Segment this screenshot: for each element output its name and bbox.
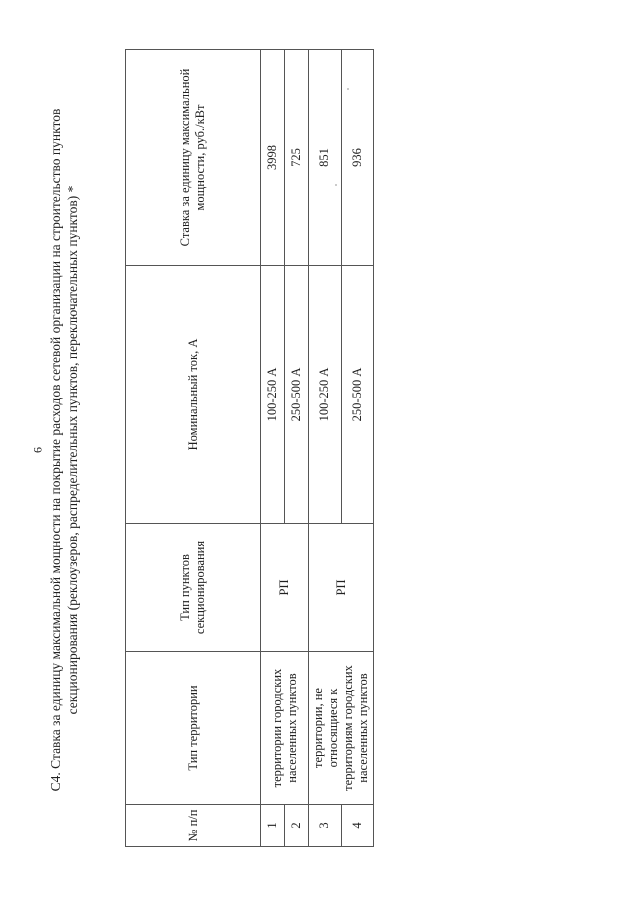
current-cell: 250-500 А bbox=[285, 266, 309, 524]
rate-cell: 936 bbox=[341, 50, 374, 266]
rate-cell: 725 bbox=[285, 50, 309, 266]
heading-line-1: С4. Ставка за единицу максимальной мощности на покрытие расходов сетевой организации на строительство пунктов bbox=[48, 108, 63, 792]
heading-line-2: секционирования (реклоузеров, распределительных пунктов, переключательных пунктов) * bbox=[65, 185, 80, 715]
rates-table bbox=[125, 49, 374, 847]
table-heading bbox=[47, 60, 81, 840]
scan-speck bbox=[335, 184, 337, 186]
row-number: 4 bbox=[341, 805, 374, 847]
current-cell: 100-250 А bbox=[261, 266, 285, 524]
table-row bbox=[261, 50, 285, 847]
row-number: 2 bbox=[285, 805, 309, 847]
point-type-cell: РП bbox=[261, 524, 309, 652]
header-section-point-type: Тип пунктов секционирования bbox=[126, 524, 261, 652]
current-cell: 100-250 А bbox=[309, 266, 342, 524]
current-cell: 250-500 А bbox=[341, 266, 374, 524]
header-rate: Ставка за единицу максимальной мощности, руб./кВт bbox=[126, 50, 261, 266]
point-type-cell: РП bbox=[309, 524, 374, 652]
page-number: 6 bbox=[30, 447, 45, 453]
territory-cell: территории, не относящиеся к территориям городских населенных пунктов bbox=[309, 652, 374, 805]
scan-speck bbox=[347, 88, 349, 90]
header-number: № п/п bbox=[126, 805, 261, 847]
row-number: 3 bbox=[309, 805, 342, 847]
header-nominal-current: Номинальный ток, А bbox=[126, 266, 261, 524]
rate-cell: 3998 bbox=[261, 50, 285, 266]
row-number: 1 bbox=[261, 805, 285, 847]
header-territory-type: Тип территории bbox=[126, 652, 261, 805]
table-header-row bbox=[126, 50, 261, 847]
territory-cell: территории городских населенных пунктов bbox=[261, 652, 309, 805]
rate-cell: 851 bbox=[309, 50, 342, 266]
table-row bbox=[309, 50, 342, 847]
